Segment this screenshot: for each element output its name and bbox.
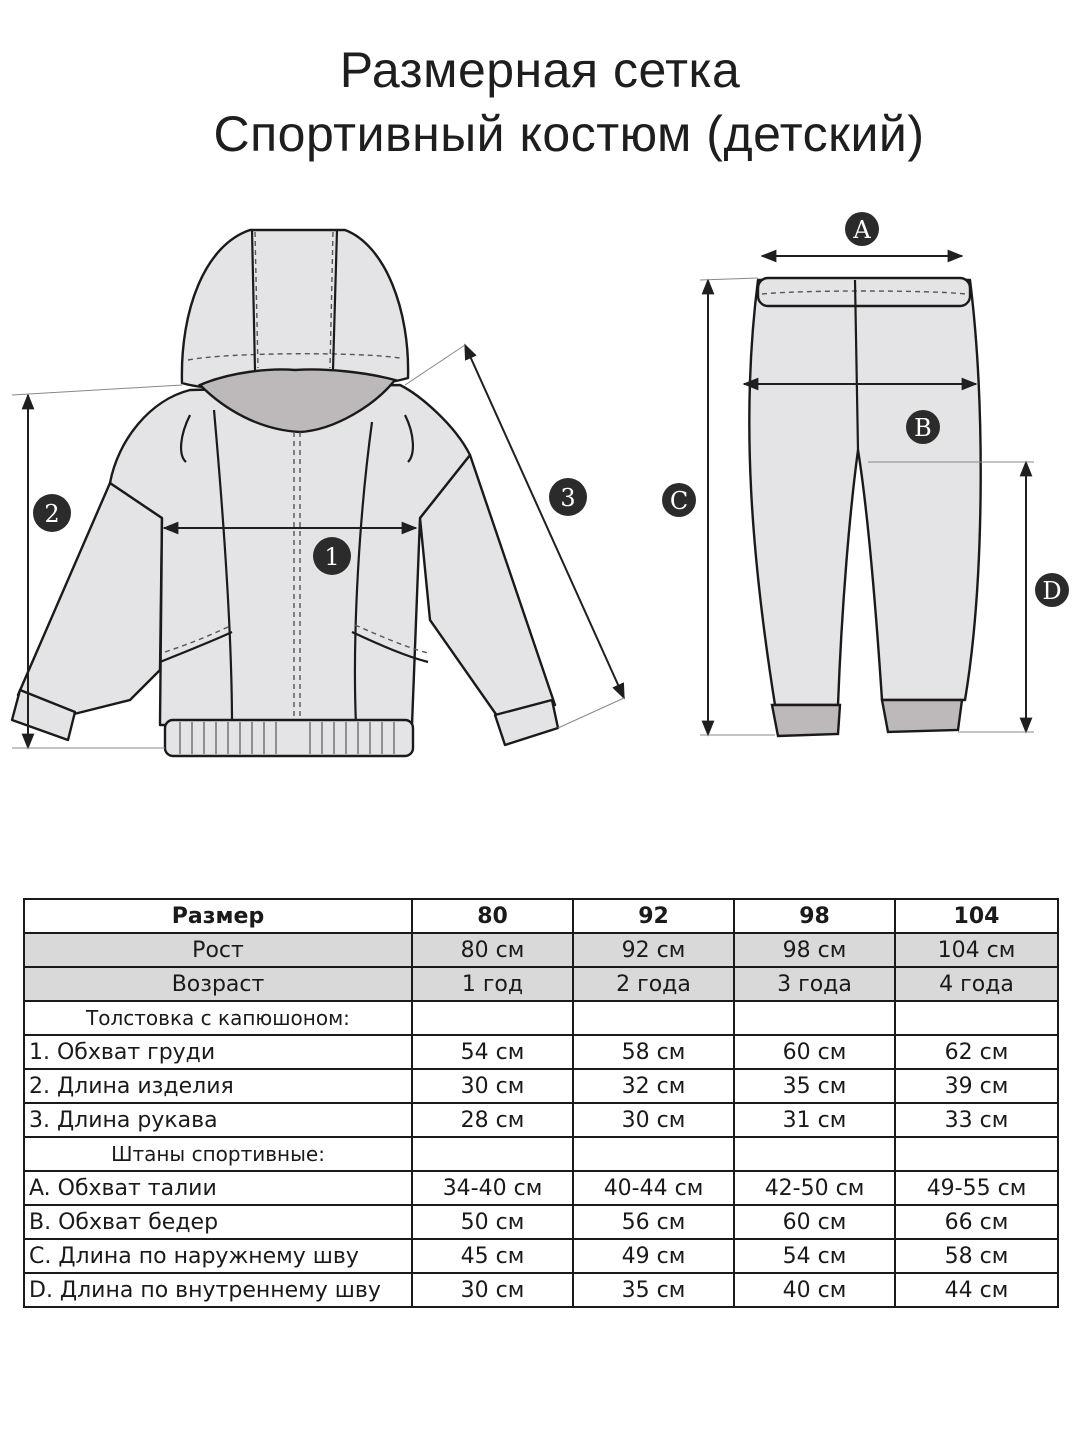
row-label: Возраст — [24, 967, 412, 1001]
table-cell: 49-55 см — [895, 1171, 1058, 1205]
table-row — [24, 1171, 1058, 1205]
table-cell: 35 см — [734, 1069, 895, 1103]
row-label: 3. Длина рукава — [24, 1103, 412, 1137]
table-cell: 32 см — [573, 1069, 734, 1103]
page-title — [0, 38, 1080, 166]
row-label: C. Длина по наружнему шву — [24, 1239, 412, 1273]
table-cell: 104 см — [895, 933, 1058, 967]
header-cell: 104 — [895, 899, 1058, 933]
table-cell: 4 года — [895, 967, 1058, 1001]
table-header-row — [24, 899, 1058, 933]
row-label: D. Длина по внутреннему шву — [24, 1273, 412, 1307]
table-cell: 3 года — [734, 967, 895, 1001]
table-cell — [895, 1001, 1058, 1035]
table-cell: 39 см — [895, 1069, 1058, 1103]
table-cell: 98 см — [734, 933, 895, 967]
table-cell: 80 см — [412, 933, 573, 967]
table-cell: 40 см — [734, 1273, 895, 1307]
table-row — [24, 1205, 1058, 1239]
header-cell: 92 — [573, 899, 734, 933]
table-cell — [734, 1001, 895, 1035]
title-line-1: Размерная сетка — [339, 42, 741, 98]
table-section-row — [24, 1001, 1058, 1035]
table-cell — [895, 1137, 1058, 1171]
table-row — [24, 967, 1058, 1001]
marker-3 — [549, 478, 587, 516]
table-cell: 44 см — [895, 1273, 1058, 1307]
pants-illustration — [749, 278, 980, 736]
table-row — [24, 1103, 1058, 1137]
table-cell: 33 см — [895, 1103, 1058, 1137]
table-row — [24, 1273, 1058, 1307]
table-cell: 28 см — [412, 1103, 573, 1137]
table-cell: 60 см — [734, 1035, 895, 1069]
title-line-2: Спортивный костюм (детский) — [213, 106, 925, 162]
header-cell: Размер — [24, 899, 412, 933]
row-label: B. Обхват бедер — [24, 1205, 412, 1239]
table-cell: 66 см — [895, 1205, 1058, 1239]
header-cell: 80 — [412, 899, 573, 933]
svg-text:C: C — [669, 487, 689, 515]
svg-text:1: 1 — [324, 543, 340, 571]
table-cell: 50 см — [412, 1205, 573, 1239]
table-cell: 30 см — [412, 1069, 573, 1103]
row-label: 1. Обхват груди — [24, 1035, 412, 1069]
table-cell: 30 см — [412, 1273, 573, 1307]
table-cell: 2 года — [573, 967, 734, 1001]
svg-text:D: D — [1042, 577, 1062, 605]
table-cell: 92 см — [573, 933, 734, 967]
table-row — [24, 1239, 1058, 1273]
svg-text:A: A — [853, 216, 871, 244]
table-row — [24, 933, 1058, 967]
table-row — [24, 1035, 1058, 1069]
table-section-row — [24, 1137, 1058, 1171]
svg-text:3: 3 — [560, 484, 576, 512]
table-cell: 56 см — [573, 1205, 734, 1239]
table-cell: 45 см — [412, 1239, 573, 1273]
table-cell: 30 см — [573, 1103, 734, 1137]
row-label: Рост — [24, 933, 412, 967]
size-table — [23, 898, 1059, 1308]
marker-D — [1035, 573, 1069, 607]
table-cell: 62 см — [895, 1035, 1058, 1069]
marker-1 — [313, 537, 351, 575]
garment-diagram — [0, 200, 1080, 780]
table-row — [24, 1069, 1058, 1103]
hoodie-illustration — [12, 230, 558, 756]
table-cell — [573, 1137, 734, 1171]
table-cell: 31 см — [734, 1103, 895, 1137]
table-cell: 34-40 см — [412, 1171, 573, 1205]
table-cell: 58 см — [895, 1239, 1058, 1273]
table-cell: 40-44 см — [573, 1171, 734, 1205]
table-cell: 60 см — [734, 1205, 895, 1239]
marker-B — [906, 410, 940, 444]
table-cell: 49 см — [573, 1239, 734, 1273]
table-cell: 54 см — [412, 1035, 573, 1069]
table-cell: 58 см — [573, 1035, 734, 1069]
table-cell — [412, 1001, 573, 1035]
table-cell: 54 см — [734, 1239, 895, 1273]
table-cell — [734, 1137, 895, 1171]
section-label: Штаны спортивные: — [24, 1137, 412, 1171]
table-cell: 42-50 см — [734, 1171, 895, 1205]
marker-A — [845, 212, 879, 246]
row-label: A. Обхват талии — [24, 1171, 412, 1205]
marker-C — [662, 483, 696, 517]
header-cell: 98 — [734, 899, 895, 933]
svg-text:B: B — [914, 414, 932, 442]
table-cell — [573, 1001, 734, 1035]
table-cell: 35 см — [573, 1273, 734, 1307]
table-cell: 1 год — [412, 967, 573, 1001]
row-label: 2. Длина изделия — [24, 1069, 412, 1103]
marker-2 — [33, 494, 71, 532]
section-label: Толстовка с капюшоном: — [24, 1001, 412, 1035]
table-cell — [412, 1137, 573, 1171]
svg-text:2: 2 — [44, 500, 60, 528]
